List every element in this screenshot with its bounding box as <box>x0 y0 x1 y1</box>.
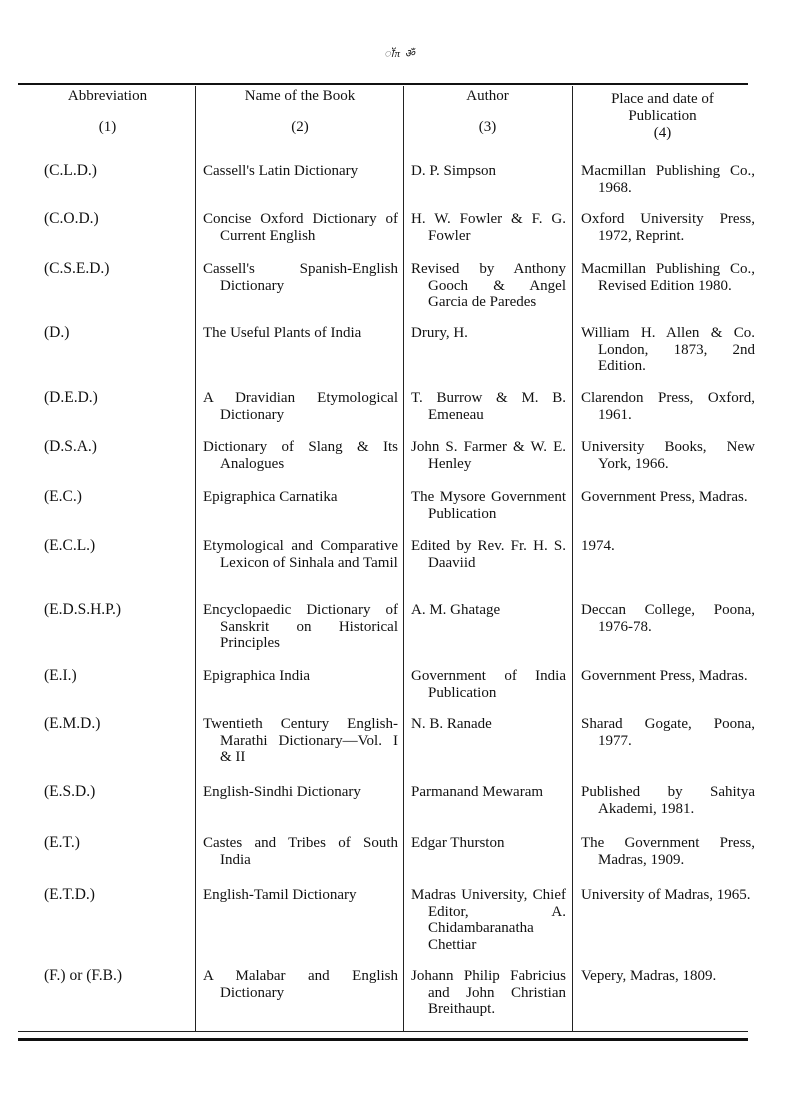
header-place-num: (4) <box>653 125 672 141</box>
book-cell <box>203 835 398 868</box>
book-cell-text: The Useful Plants of India <box>203 325 362 341</box>
header-book-num: (2) <box>291 119 309 135</box>
table-bottom-rule <box>18 1038 748 1041</box>
abbr-cell <box>44 716 184 733</box>
abbr-cell <box>44 439 184 456</box>
abbr-cell-text: (E.D.S.H.P.) <box>44 601 122 618</box>
author-cell-text: A. M. Ghatage <box>411 602 501 618</box>
place-cell-text: Published by Sahitya Akademi, 1981. <box>581 784 755 817</box>
book-cell <box>203 784 398 801</box>
place-cell <box>581 968 755 985</box>
author-cell-text: Revised by Anthony Gooch & Angel Garcia de Paredes <box>411 261 566 310</box>
place-cell-text: Macmillan Publishing Co., Revised Edition 1980. <box>581 261 755 294</box>
abbr-cell <box>44 887 184 904</box>
abbr-cell-text: (D.S.A.) <box>44 438 97 455</box>
author-cell-text: The Mysore Government Publication <box>411 489 566 522</box>
abbr-cell-text: (E.T.D.) <box>44 886 95 903</box>
book-cell-text: A Malabar and English Dictionary <box>203 968 398 1001</box>
header-book <box>200 88 400 136</box>
abbr-cell-text: (D.E.D.) <box>44 389 98 406</box>
place-cell-text: Government Press, Madras. <box>581 489 748 505</box>
place-cell <box>581 668 755 685</box>
author-cell <box>411 390 566 423</box>
book-cell-text: Cassell's Spanish-English Dictionary <box>203 261 398 294</box>
abbr-cell-text: (F.) or (F.B.) <box>44 967 123 984</box>
author-cell-text: Drury, H. <box>411 325 468 341</box>
abbr-cell-text: (E.S.D.) <box>44 783 96 800</box>
place-cell-text: The Government Press, Madras, 1909. <box>581 835 755 868</box>
abbr-cell <box>44 668 184 685</box>
header-abbreviation-label: Abbreviation <box>67 88 148 104</box>
place-cell <box>581 163 755 196</box>
author-cell <box>411 602 566 619</box>
abbr-cell <box>44 968 184 985</box>
abbr-cell <box>44 602 184 619</box>
book-cell-text: Encyclopaedic Dictionary of Sanskrit on Historical Principles <box>203 602 398 651</box>
table-top-rule <box>18 83 748 85</box>
author-cell <box>411 211 566 244</box>
table-bottom-rule-thin <box>18 1031 748 1032</box>
author-cell-text: John S. Farmer & W. E. Henley <box>411 439 566 472</box>
abbr-cell <box>44 211 184 228</box>
header-author-num: (3) <box>478 119 497 135</box>
abbr-cell-text: (E.T.) <box>44 834 80 851</box>
book-cell <box>203 439 398 472</box>
author-cell <box>411 538 566 571</box>
abbr-cell <box>44 390 184 407</box>
abbr-cell-text: (D.) <box>44 324 70 341</box>
book-cell-text: Epigraphica Carnatika <box>203 489 338 505</box>
author-cell <box>411 325 566 342</box>
author-cell <box>411 716 566 733</box>
book-cell <box>203 261 398 294</box>
header-abbreviation-num: (1) <box>98 119 117 135</box>
author-cell-text: Johann Philip Fabricius and John Christian Breithaupt. <box>411 968 566 1017</box>
book-cell <box>203 390 398 423</box>
header-author-label: Author <box>466 88 509 104</box>
book-cell-text: Castes and Tribes of South India <box>203 835 398 868</box>
column-divider <box>195 86 196 1031</box>
header-abbreviation <box>40 88 175 136</box>
place-cell-text: Oxford University Press, 1972, Reprint. <box>581 211 755 244</box>
author-cell-text: Madras University, Chief Editor, A. Chidambaranatha Chettiar <box>411 887 566 953</box>
abbr-cell-text: (E.C.L.) <box>44 537 96 554</box>
place-cell <box>581 538 755 555</box>
abbr-cell <box>44 835 184 852</box>
place-cell <box>581 325 755 375</box>
author-cell <box>411 668 566 701</box>
place-cell <box>581 390 755 423</box>
author-cell <box>411 784 566 801</box>
place-cell <box>581 835 755 868</box>
book-cell-text: English-Sindhi Dictionary <box>203 784 361 800</box>
book-cell-text: Twentieth Century English-Marathi Dictionary—Vol. I & II <box>203 716 398 765</box>
author-cell-text: Parmanand Mewaram <box>411 784 544 800</box>
place-cell <box>581 489 755 506</box>
place-cell <box>581 716 755 749</box>
abbr-cell-text: (C.S.E.D.) <box>44 260 110 277</box>
author-cell <box>411 887 566 953</box>
author-cell <box>411 968 566 1018</box>
author-cell <box>411 439 566 472</box>
header-place <box>575 91 750 142</box>
place-cell-text: William H. Allen & Co. London, 1873, 2nd Edition. <box>581 325 755 374</box>
header-author <box>405 88 570 136</box>
book-cell <box>203 538 398 571</box>
abbr-cell-text: (C.O.D.) <box>44 210 99 227</box>
place-cell-text: Deccan College, Poona, 1976-78. <box>581 602 755 635</box>
abbr-cell-text: (E.C.) <box>44 488 82 505</box>
book-cell-text: A Dravidian Etymological Dictionary <box>203 390 398 423</box>
author-cell-text: Government of India Publication <box>411 668 566 701</box>
page-number: ॉπ ॐ <box>384 48 416 60</box>
book-cell <box>203 489 398 506</box>
abbr-cell <box>44 163 184 180</box>
abbr-cell-text: (C.L.D.) <box>44 162 97 179</box>
place-cell <box>581 784 755 817</box>
author-cell-text: T. Burrow & M. B. Emeneau <box>411 390 566 423</box>
author-cell-text: H. W. Fowler & F. G. Fowler <box>411 211 566 244</box>
place-cell-text: Government Press, Madras. <box>581 668 748 684</box>
author-cell-text: N. B. Ranade <box>411 716 492 732</box>
header-place-label: Place and date of Publication <box>611 91 714 124</box>
book-cell <box>203 602 398 652</box>
book-cell <box>203 211 398 244</box>
author-cell <box>411 489 566 522</box>
abbr-cell-text: (E.I.) <box>44 667 77 684</box>
book-cell-text: Cassell's Latin Dictionary <box>203 163 359 179</box>
place-cell <box>581 211 755 244</box>
place-cell <box>581 439 755 472</box>
place-cell-text: Sharad Gogate, Poona, 1977. <box>581 716 755 749</box>
header-book-label: Name of the Book <box>244 88 356 104</box>
place-cell-text: Clarendon Press, Oxford, 1961. <box>581 390 755 423</box>
book-cell <box>203 887 398 904</box>
column-divider <box>572 86 573 1031</box>
book-cell <box>203 325 398 342</box>
book-cell-text: Epigraphica India <box>203 668 311 684</box>
author-cell-text: Edited by Rev. Fr. H. S. Daaviid <box>411 538 566 571</box>
place-cell <box>581 261 755 294</box>
place-cell-text: Macmillan Publishing Co., 1968. <box>581 163 755 196</box>
author-cell-text: Edgar Thurston <box>411 835 505 851</box>
book-cell <box>203 716 398 766</box>
abbr-cell <box>44 261 184 278</box>
book-cell-text: Concise Oxford Dictionary of Current English <box>203 211 398 244</box>
place-cell-text: University of Madras, 1965. <box>581 887 751 903</box>
place-cell <box>581 887 755 904</box>
place-cell-text: 1974. <box>581 538 615 554</box>
abbr-cell <box>44 325 184 342</box>
author-cell <box>411 261 566 311</box>
book-cell <box>203 668 398 685</box>
place-cell-text: University Books, New York, 1966. <box>581 439 755 472</box>
book-cell-text: English-Tamil Dictionary <box>203 887 357 903</box>
abbr-cell <box>44 538 184 555</box>
author-cell <box>411 835 566 852</box>
abbr-cell <box>44 489 184 506</box>
book-cell-text: Etymological and Comparative Lexicon of Sinhala and Tamil <box>203 538 398 571</box>
place-cell-text: Vepery, Madras, 1809. <box>581 968 717 984</box>
author-cell <box>411 163 566 180</box>
abbr-cell-text: (E.M.D.) <box>44 715 101 732</box>
book-cell-text: Dictionary of Slang & Its Analogues <box>203 439 398 472</box>
author-cell-text: D. P. Simpson <box>411 163 497 179</box>
book-cell <box>203 163 398 180</box>
place-cell <box>581 602 755 635</box>
column-divider <box>403 86 404 1031</box>
abbr-cell <box>44 784 184 801</box>
book-cell <box>203 968 398 1001</box>
